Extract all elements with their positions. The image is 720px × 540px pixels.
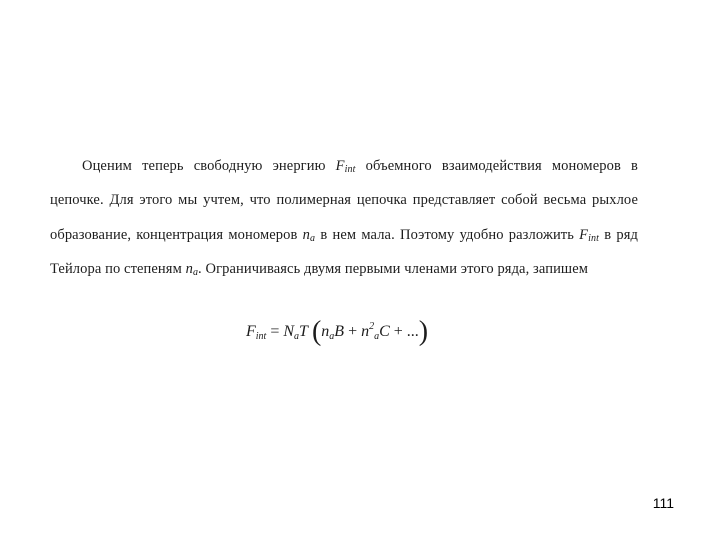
math-symbol: n	[185, 261, 193, 277]
math-subscript: int	[255, 331, 267, 342]
display-formula	[246, 314, 428, 350]
formula-lhs	[246, 323, 266, 340]
formula-N-a	[283, 323, 299, 340]
page-number: 111	[652, 495, 674, 511]
text-segment: в ряд Тейлора по степеням	[50, 226, 638, 277]
math-n-a	[186, 261, 198, 277]
plus-sign: +	[393, 323, 403, 340]
math-subscript: int	[588, 232, 599, 244]
math-symbol: F	[335, 157, 345, 174]
math-symbol: F	[579, 226, 589, 243]
math-symbol: n	[321, 323, 330, 340]
math-f-int	[336, 158, 356, 174]
math-symbol: n	[361, 323, 370, 340]
formula-B: B	[334, 323, 345, 340]
equals-sign: =	[270, 323, 280, 340]
math-superscript: 2	[369, 321, 375, 332]
close-paren: )	[418, 316, 429, 347]
ellipsis: ...	[406, 323, 419, 340]
math-subscript: a	[329, 331, 335, 342]
formula-T: T	[299, 323, 308, 340]
math-f-int	[579, 227, 599, 243]
text-segment: Оценим теперь свободную энергию	[82, 157, 336, 174]
math-subscript: int	[344, 163, 356, 175]
formula-n-a	[321, 323, 334, 340]
formula-n-a-squared	[361, 323, 379, 340]
math-symbol: N	[283, 323, 295, 340]
math-subscript: a	[374, 331, 380, 342]
math-subscript: a	[309, 232, 316, 244]
plus-sign: +	[348, 323, 358, 340]
math-subscript: a	[294, 331, 300, 342]
formula-C: C	[379, 323, 390, 340]
math-n-a	[303, 227, 315, 243]
math-symbol: n	[302, 226, 310, 243]
text-segment: . Ограничиваясь двумя первыми членами этого ряда, запишем	[198, 261, 589, 277]
text-segment: в нем мала. Поэтому удобно разложить	[315, 226, 580, 243]
math-subscript: a	[192, 267, 199, 278]
text-segment: объемного взаимодействия мономеров в цепочке. Для этого мы учтем, что полимерная цепочка представляет собой весьма рыхлое образование, концентрация мономеров	[50, 157, 638, 243]
math-symbol: F	[246, 323, 256, 340]
body-paragraph	[50, 149, 638, 287]
open-paren: (	[311, 316, 322, 347]
